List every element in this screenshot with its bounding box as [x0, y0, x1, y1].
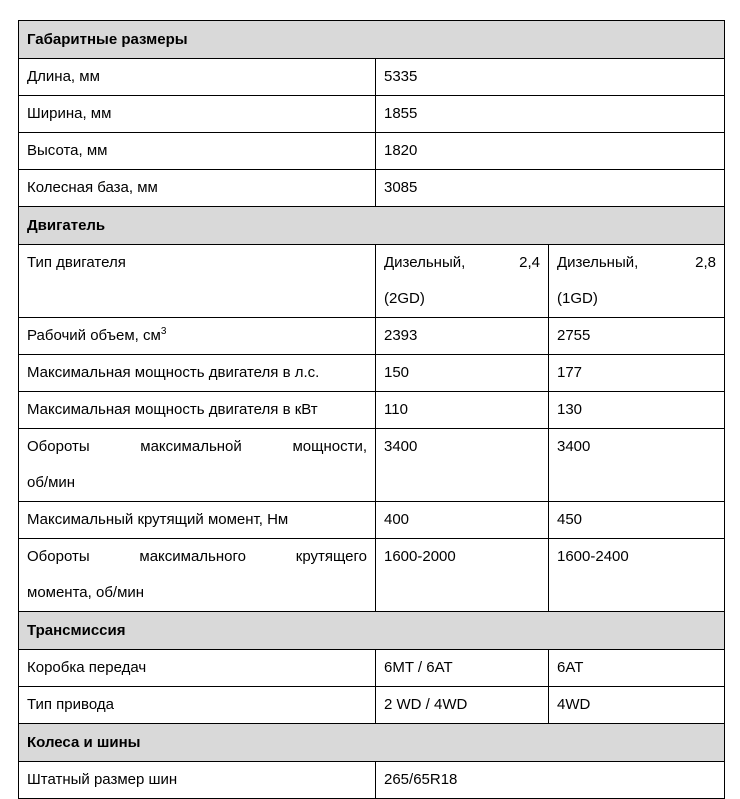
table-row — [19, 502, 725, 539]
row-value-2: 450 — [549, 502, 725, 539]
section-title: Трансмиссия — [19, 612, 725, 650]
table-row — [19, 355, 725, 392]
row-value-2 — [549, 245, 725, 318]
row-label — [19, 539, 376, 612]
table-row — [19, 539, 725, 612]
section-header-engine — [19, 207, 725, 245]
row-value: 3085 — [376, 170, 725, 207]
row-value-1: 2 WD / 4WD — [376, 687, 549, 724]
row-value-1: 400 — [376, 502, 549, 539]
table-row — [19, 96, 725, 133]
row-value-2: 130 — [549, 392, 725, 429]
row-value-2: 1600-2400 — [549, 539, 725, 612]
row-label: Коробка передач — [19, 650, 376, 687]
engine-code: (2GD) — [384, 290, 425, 307]
engine-volume: 2,4 — [519, 254, 540, 271]
table-row — [19, 318, 725, 355]
row-label: Максимальная мощность двигателя в л.с. — [19, 355, 376, 392]
engine-volume: 2,8 — [695, 254, 717, 271]
row-label: Максимальный крутящий момент, Нм — [19, 502, 376, 539]
label-word: Обороты — [27, 438, 90, 455]
row-label — [19, 318, 376, 355]
table-row — [19, 650, 725, 687]
section-header-dimensions — [19, 21, 725, 59]
row-label: Тип привода — [19, 687, 376, 724]
row-value: 265/65R18 — [376, 762, 725, 799]
table-row — [19, 429, 725, 502]
row-label: Колесная база, мм — [19, 170, 376, 207]
label-word: Обороты — [27, 548, 90, 565]
label-word: крутящего — [295, 548, 367, 565]
row-label: Максимальная мощность двигателя в кВт — [19, 392, 376, 429]
row-value-2: 177 — [549, 355, 725, 392]
row-value: 5335 — [376, 59, 725, 96]
row-label — [19, 429, 376, 502]
section-header-transmission — [19, 612, 725, 650]
table-row — [19, 762, 725, 799]
label-line: момента, об/мин — [27, 584, 145, 601]
table-row — [19, 133, 725, 170]
table-row — [19, 245, 725, 318]
engine-type-word: Дизельный, — [557, 254, 639, 271]
row-value: 1855 — [376, 96, 725, 133]
label-word: максимальной — [140, 438, 242, 455]
row-value-1: 110 — [376, 392, 549, 429]
section-title: Колеса и шины — [19, 724, 725, 762]
row-value-1 — [376, 245, 549, 318]
table-row — [19, 392, 725, 429]
row-value-2: 3400 — [549, 429, 725, 502]
row-label: Длина, мм — [19, 59, 376, 96]
table-row — [19, 170, 725, 207]
superscript: 3 — [160, 326, 167, 337]
row-value-1: 3400 — [376, 429, 549, 502]
row-value-1: 1600-2000 — [376, 539, 549, 612]
engine-code: (1GD) — [557, 290, 598, 307]
row-value-2: 6AT — [549, 650, 725, 687]
section-header-wheels — [19, 724, 725, 762]
table-row — [19, 59, 725, 96]
label-line: об/мин — [27, 474, 76, 491]
row-label: Высота, мм — [19, 133, 376, 170]
row-value-2: 2755 — [549, 318, 725, 355]
row-label-text: Рабочий объем, см — [27, 327, 161, 344]
section-title: Двигатель — [19, 207, 725, 245]
row-value-2: 4WD — [549, 687, 725, 724]
row-label: Ширина, мм — [19, 96, 376, 133]
engine-type-word: Дизельный, — [384, 254, 466, 271]
table-row — [19, 687, 725, 724]
row-value-1: 2393 — [376, 318, 549, 355]
row-label: Штатный размер шин — [19, 762, 376, 799]
section-title: Габаритные размеры — [19, 21, 725, 59]
row-value: 1820 — [376, 133, 725, 170]
row-label: Тип двигателя — [19, 245, 376, 318]
row-value-1: 6MT / 6AT — [376, 650, 549, 687]
label-word: мощности, — [292, 438, 367, 455]
specifications-table — [18, 20, 725, 799]
label-word: максимального — [139, 548, 246, 565]
row-value-1: 150 — [376, 355, 549, 392]
